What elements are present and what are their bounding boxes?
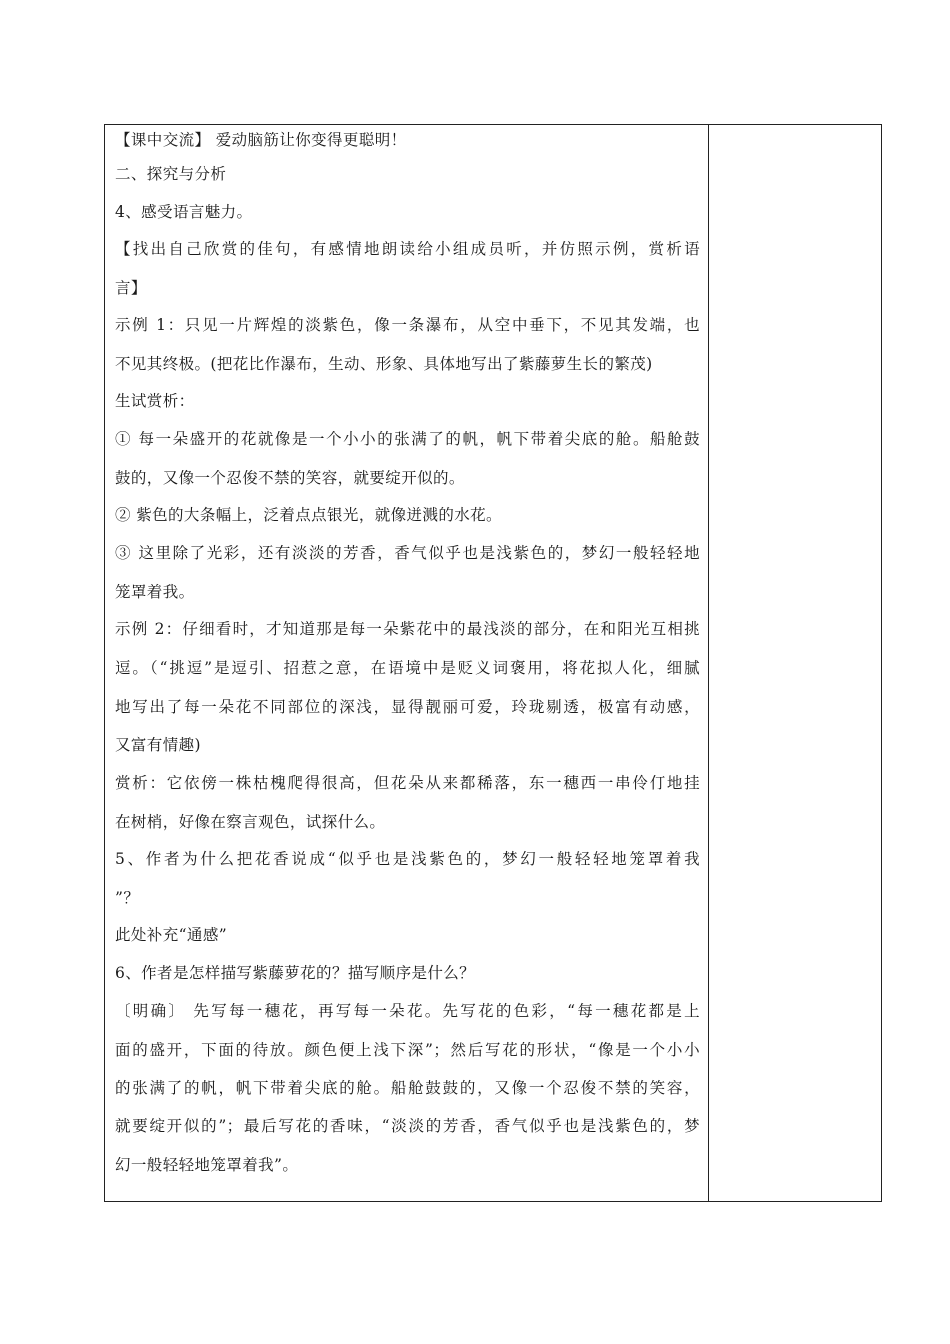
instruction-line-2: 言】 (115, 279, 147, 297)
sentence-3-line-1: ③ 这里除了光彩，还有淡淡的芳香，香气似乎也是浅紫色的，梦幻一般轻轻地 (115, 544, 700, 562)
answer-line-2: 面的盛开，下面的待放。颜色便上浅下深”；然后写花的形状，“像是一个小小 (115, 1041, 700, 1059)
example-2-line-3: 地写出了每一朵花不同部位的深浅，显得靓丽可爱，玲珑剔透，极富有动感， (115, 698, 700, 716)
supplement-synesthesia: 此处补充“通感” (115, 926, 228, 944)
answer-line-4: 就要绽开似的”；最后写花的香味，“淡淡的芳香，香气似乎也是浅紫色的，梦 (115, 1117, 700, 1135)
question-4: 4、感受语言魅力。 (115, 203, 253, 221)
example-2-line-1: 示例 2：仔细看时，才知道那是每一朵紫花中的最浅淡的部分，在和阳光互相挑 (115, 620, 700, 638)
example-2-line-4: 又富有情趣) (115, 736, 201, 754)
sentence-1-line-2: 鼓的，又像一个忍俊不禁的笑容，就要绽开似的。 (115, 469, 465, 487)
answer-line-1: 〔明确〕 先写每一穗花，再写每一朵花。先写花的色彩，“每一穗花都是上 (115, 1002, 700, 1020)
instruction-line-1: 【找出自己欣赏的佳句，有感情地朗读给小组成员听，并仿照示例，赏析语 (115, 240, 700, 258)
example-1-line-1: 示例 1：只见一片辉煌的淡紫色，像一条瀑布，从空中垂下，不见其发端，也 (115, 316, 700, 334)
answer-line-5: 幻一般轻轻地笼罩着我”。 (115, 1156, 299, 1174)
student-try-label: 生试赏析： (115, 392, 195, 410)
answer-line-3: 的张满了的帆，帆下带着尖底的舱。船舱鼓鼓的，又像一个忍俊不禁的笑容， (115, 1079, 700, 1097)
section-heading-explore: 二、探究与分析 (115, 165, 227, 183)
notes-cell (709, 125, 881, 1201)
sentence-3-line-2: 笼罩着我。 (115, 583, 195, 601)
worksheet-table (104, 124, 882, 1202)
appreciation-line-1: 赏析：它依傍一株枯槐爬得很高，但花朵从来都稀落，东一穗西一串伶仃地挂 (115, 774, 700, 792)
example-1-line-2: 不见其终极。(把花比作瀑布，生动、形象、具体地写出了紫藤萝生长的繁茂) (115, 355, 653, 373)
example-2-line-2: 逗。（“挑逗”是逗引、招惹之意，在语境中是贬义词褒用，将花拟人化，细腻 (115, 659, 700, 677)
question-5-line-2: ”？ (115, 889, 140, 907)
appreciation-line-2: 在树梢，好像在察言观色，试探什么。 (115, 813, 386, 831)
question-6: 6、作者是怎样描写紫藤萝花的？描写顺序是什么？ (115, 964, 476, 982)
question-5-line-1: 5、作者为什么把花香说成“似乎也是浅紫色的，梦幻一般轻轻地笼罩着我 (115, 850, 700, 868)
content-cell (105, 125, 708, 1201)
sentence-1-line-1: ① 每一朵盛开的花就像是一个小小的张满了的帆，帆下带着尖底的舱。船舱鼓 (115, 430, 700, 448)
sentence-2: ② 紫色的大条幅上，泛着点点银光，就像迸溅的水花。 (115, 506, 502, 524)
section-heading-classroom-exchange: 【课中交流】 爱动脑筋让你变得更聪明！ (115, 131, 407, 149)
